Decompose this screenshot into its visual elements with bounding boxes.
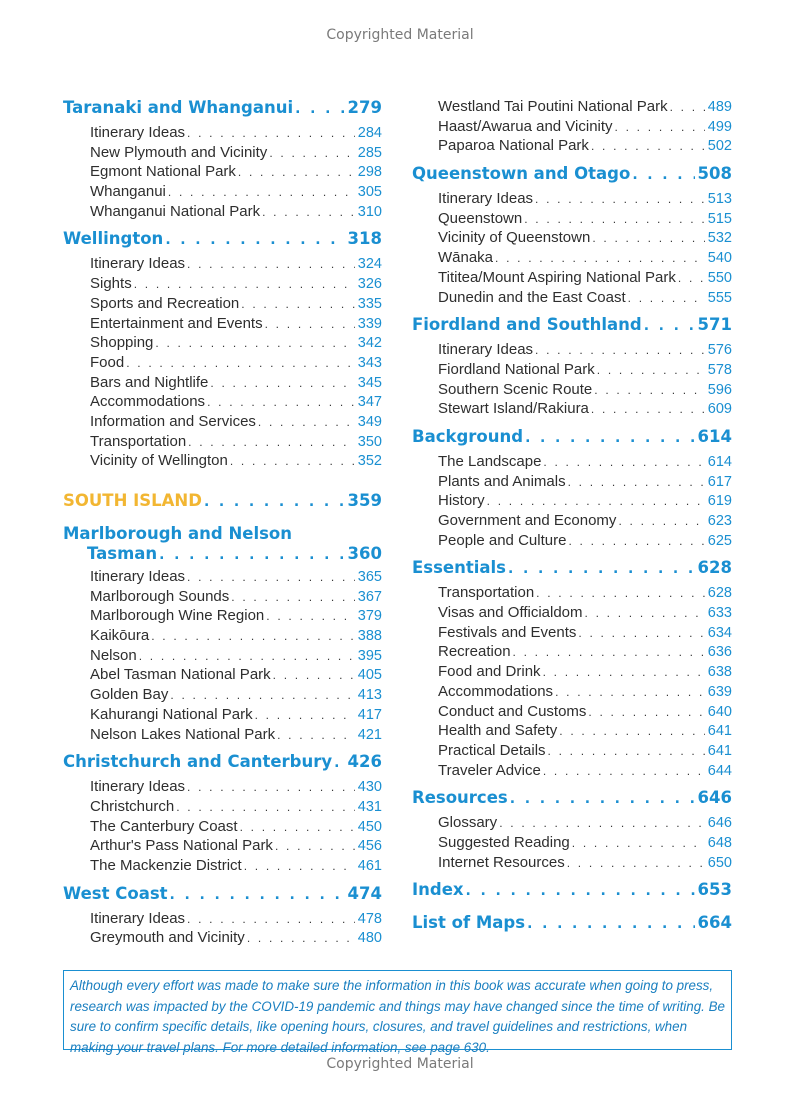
toc-entry-page: 644 [707, 762, 732, 779]
toc-section-marlborough-line1[interactable] [63, 524, 382, 544]
section-page: 474 [347, 883, 382, 903]
toc-entry[interactable] [412, 473, 732, 493]
section-title: Taranaki and Whanganui [63, 98, 294, 117]
toc-entry-page: 646 [707, 815, 732, 832]
toc-entry-label: The Mackenzie District [90, 856, 242, 874]
toc-entry-label: Shopping [90, 334, 154, 352]
toc-entry-label: Wānaka [438, 249, 494, 267]
toc-entry-page: 619 [707, 493, 732, 510]
toc-entry[interactable] [63, 374, 382, 394]
section-page: 653 [697, 880, 732, 900]
toc-entry[interactable] [63, 255, 382, 275]
toc-entry-label: Practical Details [438, 741, 546, 759]
toc-entry-label: Recreation [438, 643, 511, 661]
toc-entry-page: 367 [357, 588, 382, 605]
toc-entry-label: Golden Bay [90, 686, 169, 704]
toc-section-list-of-maps[interactable] [412, 913, 732, 939]
toc-entry-page: 413 [357, 687, 382, 704]
copyright-banner-bottom: Copyrighted Material [326, 1056, 474, 1072]
toc-right-column [412, 98, 732, 939]
toc-entry-page: 540 [707, 250, 732, 267]
background-items [412, 453, 732, 551]
toc-entry-label: Kahurangi National Park [90, 705, 253, 723]
toc-entry[interactable] [412, 400, 732, 420]
toc-entry-label: Sports and Recreation [90, 294, 240, 312]
section-page: 614 [697, 426, 732, 446]
toc-entry-page: 365 [357, 569, 382, 585]
toc-entry-page: 347 [357, 394, 382, 411]
toc-entry-page: 461 [357, 857, 382, 874]
toc-entry-page: 284 [357, 125, 382, 141]
toc-section-resources[interactable] [412, 788, 732, 814]
toc-entry-label: Greymouth and Vicinity [90, 929, 245, 947]
taranaki-items [63, 124, 382, 222]
section-page: 646 [697, 788, 732, 808]
toc-entry[interactable] [412, 249, 732, 269]
toc-entry-label: Itinerary Ideas [90, 909, 186, 927]
toc-entry-label: Entertainment and Events [90, 314, 263, 332]
toc-entry[interactable] [412, 703, 732, 723]
toc-entry[interactable] [63, 647, 382, 667]
toc-entry-page: 532 [707, 230, 732, 247]
toc-entry[interactable] [63, 706, 382, 726]
toc-section-index[interactable] [412, 880, 732, 906]
section-title: List of Maps [412, 913, 526, 933]
toc-entry-page: 634 [707, 624, 732, 641]
toc-entry[interactable] [63, 588, 382, 608]
toc-entry-page: 614 [707, 453, 732, 470]
toc-entry[interactable] [412, 854, 732, 874]
toc-entry-label: Haast/Awarua and Vicinity [438, 117, 613, 135]
toc-entry[interactable] [412, 492, 732, 512]
toc-entry-label: Plants and Animals [438, 472, 566, 490]
toc-entry-page: 640 [707, 703, 732, 720]
toc-entry-label: Queenstown [438, 209, 523, 227]
toc-entry[interactable] [63, 354, 382, 374]
toc-section-background[interactable] [412, 427, 732, 453]
toc-entry[interactable] [412, 361, 732, 381]
section-page: 279 [347, 98, 382, 117]
toc-entry[interactable] [412, 210, 732, 230]
toc-entry-page: 421 [357, 726, 382, 743]
toc-entry-label: Accommodations [90, 393, 206, 411]
toc-entry[interactable] [63, 315, 382, 335]
toc-entry-label: Glossary [438, 814, 498, 832]
toc-entry-label: Health and Safety [438, 722, 558, 740]
toc-entry-label: Government and Economy [438, 512, 617, 529]
toc-entry[interactable] [412, 604, 732, 624]
toc-entry-label: Marlborough Wine Region [90, 607, 265, 625]
toc-entry-page: 641 [707, 742, 732, 759]
toc-entry[interactable] [63, 124, 382, 144]
toc-entry[interactable] [63, 452, 382, 472]
toc-entry-page: 345 [357, 374, 382, 391]
toc-entry[interactable] [63, 666, 382, 686]
toc-entry-page: 349 [357, 413, 382, 430]
part-page: 359 [347, 491, 382, 510]
toc-entry-page: 625 [707, 532, 732, 549]
section-title: Christchurch and Canterbury [63, 752, 333, 772]
toc-entry[interactable] [63, 334, 382, 354]
toc-entry[interactable] [63, 798, 382, 818]
toc-entry-page: 352 [357, 453, 382, 470]
toc-entry-page: 609 [707, 401, 732, 418]
marlborough-items [63, 568, 382, 745]
toc-entry-label: Itinerary Ideas [438, 190, 534, 208]
toc-entry[interactable] [412, 98, 732, 118]
toc-entry[interactable] [412, 722, 732, 742]
toc-entry-label: Southern Scenic Route [438, 380, 593, 398]
section-title: Index [412, 880, 464, 900]
toc-entry[interactable] [63, 393, 382, 413]
toc-entry-page: 305 [357, 184, 382, 201]
christchurch-items [63, 778, 382, 876]
toc-entry-page: 456 [357, 838, 382, 855]
toc-entry[interactable] [412, 624, 732, 644]
toc-entry-label: Food [90, 353, 125, 371]
toc-entry-label: Whanganui National Park [90, 202, 261, 220]
toc-entry-label: Stewart Island/Rakiura [438, 400, 589, 418]
toc-entry-page: 502 [707, 138, 732, 155]
toc-entry-page: 650 [707, 854, 732, 871]
toc-entry-label: Christchurch [90, 797, 175, 815]
toc-entry[interactable] [63, 607, 382, 627]
section-title: Wellington [63, 229, 164, 249]
toc-entry-label: Westland Tai Poutini National Park [438, 98, 668, 115]
toc-entry[interactable] [412, 453, 732, 473]
toc-entry-page: 639 [707, 683, 732, 700]
toc-entry-page: 513 [707, 191, 732, 208]
toc-entry-page: 395 [357, 647, 382, 664]
toc-entry[interactable] [412, 532, 732, 552]
toc-entry-page: 350 [357, 433, 382, 450]
toc-entry[interactable] [412, 814, 732, 834]
toc-section-essentials[interactable] [412, 558, 732, 584]
toc-entry-label: History [438, 492, 485, 510]
toc-entry-page: 550 [707, 269, 732, 286]
toc-entry-label: Accommodations [438, 682, 554, 700]
fiordland-items [412, 341, 732, 420]
toc-entry-page: 342 [357, 335, 382, 352]
toc-entry-page: 430 [357, 779, 382, 796]
toc-entry-label: Fiordland National Park [438, 360, 595, 378]
section-page: 360 [347, 544, 382, 563]
toc-entry-label: Traveler Advice [438, 761, 541, 779]
section-title: Essentials [412, 558, 507, 578]
toc-entry[interactable] [63, 144, 382, 164]
toc-part-south-island[interactable] [63, 491, 382, 517]
toc-entry-label: Information and Services [90, 412, 256, 430]
toc-entry-page: 641 [707, 723, 732, 740]
toc-entry-page: 617 [707, 473, 732, 490]
toc-entry-label: Arthur's Pass National Park [90, 837, 273, 855]
toc-entry-label: Transportation [438, 584, 535, 602]
toc-entry[interactable] [63, 778, 382, 798]
toc-section-taranaki[interactable] [63, 98, 382, 124]
toc-entry[interactable] [412, 683, 732, 703]
toc-entry-page: 324 [357, 256, 382, 273]
copyright-banner-top: Copyrighted Material [326, 27, 474, 43]
section-page: 628 [697, 558, 732, 578]
toc-entry-page: 343 [357, 354, 382, 371]
toc-section-marlborough-line2[interactable] [63, 544, 382, 568]
toc-entry[interactable] [412, 643, 732, 663]
toc-entry-page: 298 [357, 164, 382, 181]
westcoast-items [63, 910, 382, 949]
section-page: 571 [697, 315, 732, 335]
toc-entry[interactable] [63, 163, 382, 183]
toc-entry-page: 339 [357, 315, 382, 332]
toc-entry[interactable] [63, 818, 382, 838]
toc-entry-page: 576 [707, 342, 732, 359]
toc-entry-page: 285 [357, 144, 382, 161]
toc-entry-label: People and Culture [438, 531, 567, 549]
toc-entry-page: 596 [707, 381, 732, 398]
toc-entry[interactable] [63, 627, 382, 647]
toc-entry[interactable] [63, 413, 382, 433]
section-title: West Coast [63, 883, 168, 903]
toc-entry-label: Abel Tasman National Park [90, 666, 271, 684]
section-title: Background [412, 426, 524, 446]
toc-entry[interactable] [412, 190, 732, 210]
toc-entry[interactable] [63, 929, 382, 949]
toc-entry-label: Bars and Nightlife [90, 373, 209, 391]
toc-entry-label: Vicinity of Wellington [90, 452, 228, 470]
toc-entry[interactable] [63, 295, 382, 315]
toc-entry-page: 480 [357, 930, 382, 947]
toc-section-west-coast[interactable] [63, 884, 382, 910]
section-page: 426 [347, 752, 382, 772]
toc-entry[interactable] [63, 183, 382, 203]
toc-entry-label: Nelson Lakes National Park [90, 725, 276, 743]
part-title: SOUTH ISLAND [63, 491, 202, 510]
toc-left-column [63, 98, 382, 949]
toc-entry-label: Itinerary Ideas [90, 255, 186, 273]
toc-entry-label: Internet Resources [438, 853, 565, 871]
covid-disclaimer-note: Although every effort was made to make sure the information in this book was accurate when going to press, research was impacted by the COVID-19 pandemic and things may have changed since the time of writing. Be sure to confirm specific details, like opening hours, closures, and travel guidelines and restrictions, when making your travel plans. For more detailed information, see page 630. [63, 970, 732, 1050]
section-page: 508 [697, 164, 732, 184]
section-page: 318 [347, 229, 382, 249]
section-title: Fiordland and Southland [412, 315, 642, 335]
toc-entry-label: Festivals and Events [438, 623, 577, 641]
toc-entry-label: Itinerary Ideas [90, 778, 186, 796]
toc-entry[interactable] [63, 857, 382, 877]
toc-entry-page: 379 [357, 608, 382, 625]
westcoast-cont-items [412, 98, 732, 157]
toc-entry-label: Paparoa National Park [438, 137, 589, 155]
section-title: Resources [412, 788, 508, 808]
toc-entry-page: 636 [707, 644, 732, 661]
toc-entry-page: 450 [357, 818, 382, 835]
toc-entry[interactable] [63, 910, 382, 930]
toc-entry[interactable] [412, 834, 732, 854]
toc-entry[interactable] [412, 381, 732, 401]
toc-entry-label: Whanganui [90, 183, 166, 201]
toc-entry-label: The Canterbury Coast [90, 817, 238, 835]
toc-entry-page: 499 [707, 118, 732, 135]
toc-entry-label: Itinerary Ideas [90, 568, 186, 585]
toc-entry-label: Nelson [90, 646, 137, 664]
toc-entry-page: 326 [357, 276, 382, 293]
toc-entry[interactable] [63, 203, 382, 223]
toc-section-christchurch[interactable] [63, 752, 382, 778]
toc-entry-label: Tititea/Mount Aspiring National Park [438, 268, 676, 286]
toc-entry[interactable] [63, 568, 382, 588]
toc-entry-page: 431 [357, 798, 382, 815]
toc-entry-page: 555 [707, 289, 732, 306]
toc-entry-page: 633 [707, 605, 732, 622]
toc-entry[interactable] [63, 275, 382, 295]
toc-entry-page: 628 [707, 585, 732, 602]
toc-entry-label: Sights [90, 275, 132, 293]
toc-entry-label: Itinerary Ideas [90, 124, 186, 141]
toc-entry-page: 478 [357, 910, 382, 927]
toc-entry[interactable] [412, 663, 732, 683]
section-title: Queenstown and Otago [412, 164, 631, 184]
toc-entry-label: Suggested Reading [438, 833, 570, 851]
toc-entry-label: Visas and Officialdom [438, 604, 583, 622]
toc-entry[interactable] [412, 289, 732, 309]
toc-section-wellington[interactable] [63, 229, 382, 255]
toc-entry-label: Food and Drink [438, 663, 541, 681]
section-page: 664 [697, 913, 732, 933]
toc-entry-page: 335 [357, 295, 382, 312]
toc-entry[interactable] [412, 742, 732, 762]
toc-entry[interactable] [412, 512, 732, 532]
toc-entry[interactable] [63, 837, 382, 857]
toc-entry-page: 638 [707, 664, 732, 681]
essentials-items [412, 584, 732, 781]
section-title-line1: Marlborough and Nelson [63, 524, 293, 543]
toc-entry[interactable] [412, 584, 732, 604]
toc-entry-label: Egmont National Park [90, 163, 236, 181]
toc-entry-label: Marlborough Sounds [90, 587, 230, 605]
toc-entry-page: 388 [357, 628, 382, 645]
toc-entry-label: The Landscape [438, 452, 542, 470]
toc-entry-label: Itinerary Ideas [438, 341, 534, 359]
toc-entry[interactable] [63, 726, 382, 746]
toc-entry-label: Kaikōura [90, 627, 150, 645]
toc-entry-page: 417 [357, 706, 382, 723]
toc-entry[interactable] [412, 762, 732, 782]
toc-entry-label: Vicinity of Queenstown [438, 229, 591, 247]
toc-section-fiordland[interactable] [412, 315, 732, 341]
toc-entry-page: 489 [707, 99, 732, 115]
resources-items [412, 814, 732, 873]
wellington-items [63, 255, 382, 472]
toc-entry[interactable] [412, 269, 732, 289]
toc-entry[interactable] [412, 118, 732, 138]
toc-entry-label: Transportation [90, 432, 187, 450]
toc-entry-label: New Plymouth and Vicinity [90, 143, 268, 161]
toc-entry[interactable] [412, 229, 732, 249]
toc-entry-page: 578 [707, 361, 732, 378]
section-title-line2: Tasman [87, 544, 158, 563]
toc-entry[interactable] [63, 433, 382, 453]
toc-entry-label: Dunedin and the East Coast [438, 288, 626, 306]
toc-entry[interactable] [412, 341, 732, 361]
toc-entry-page: 310 [357, 203, 382, 220]
toc-section-queenstown[interactable] [412, 164, 732, 190]
toc-entry-page: 515 [707, 210, 732, 227]
toc-entry[interactable] [412, 137, 732, 157]
toc-entry-page: 405 [357, 667, 382, 684]
toc-entry-page: 648 [707, 834, 732, 851]
toc-entry-label: Conduct and Customs [438, 702, 587, 720]
toc-entry-page: 623 [707, 513, 732, 529]
toc-entry[interactable] [63, 686, 382, 706]
queenstown-items [412, 190, 732, 308]
